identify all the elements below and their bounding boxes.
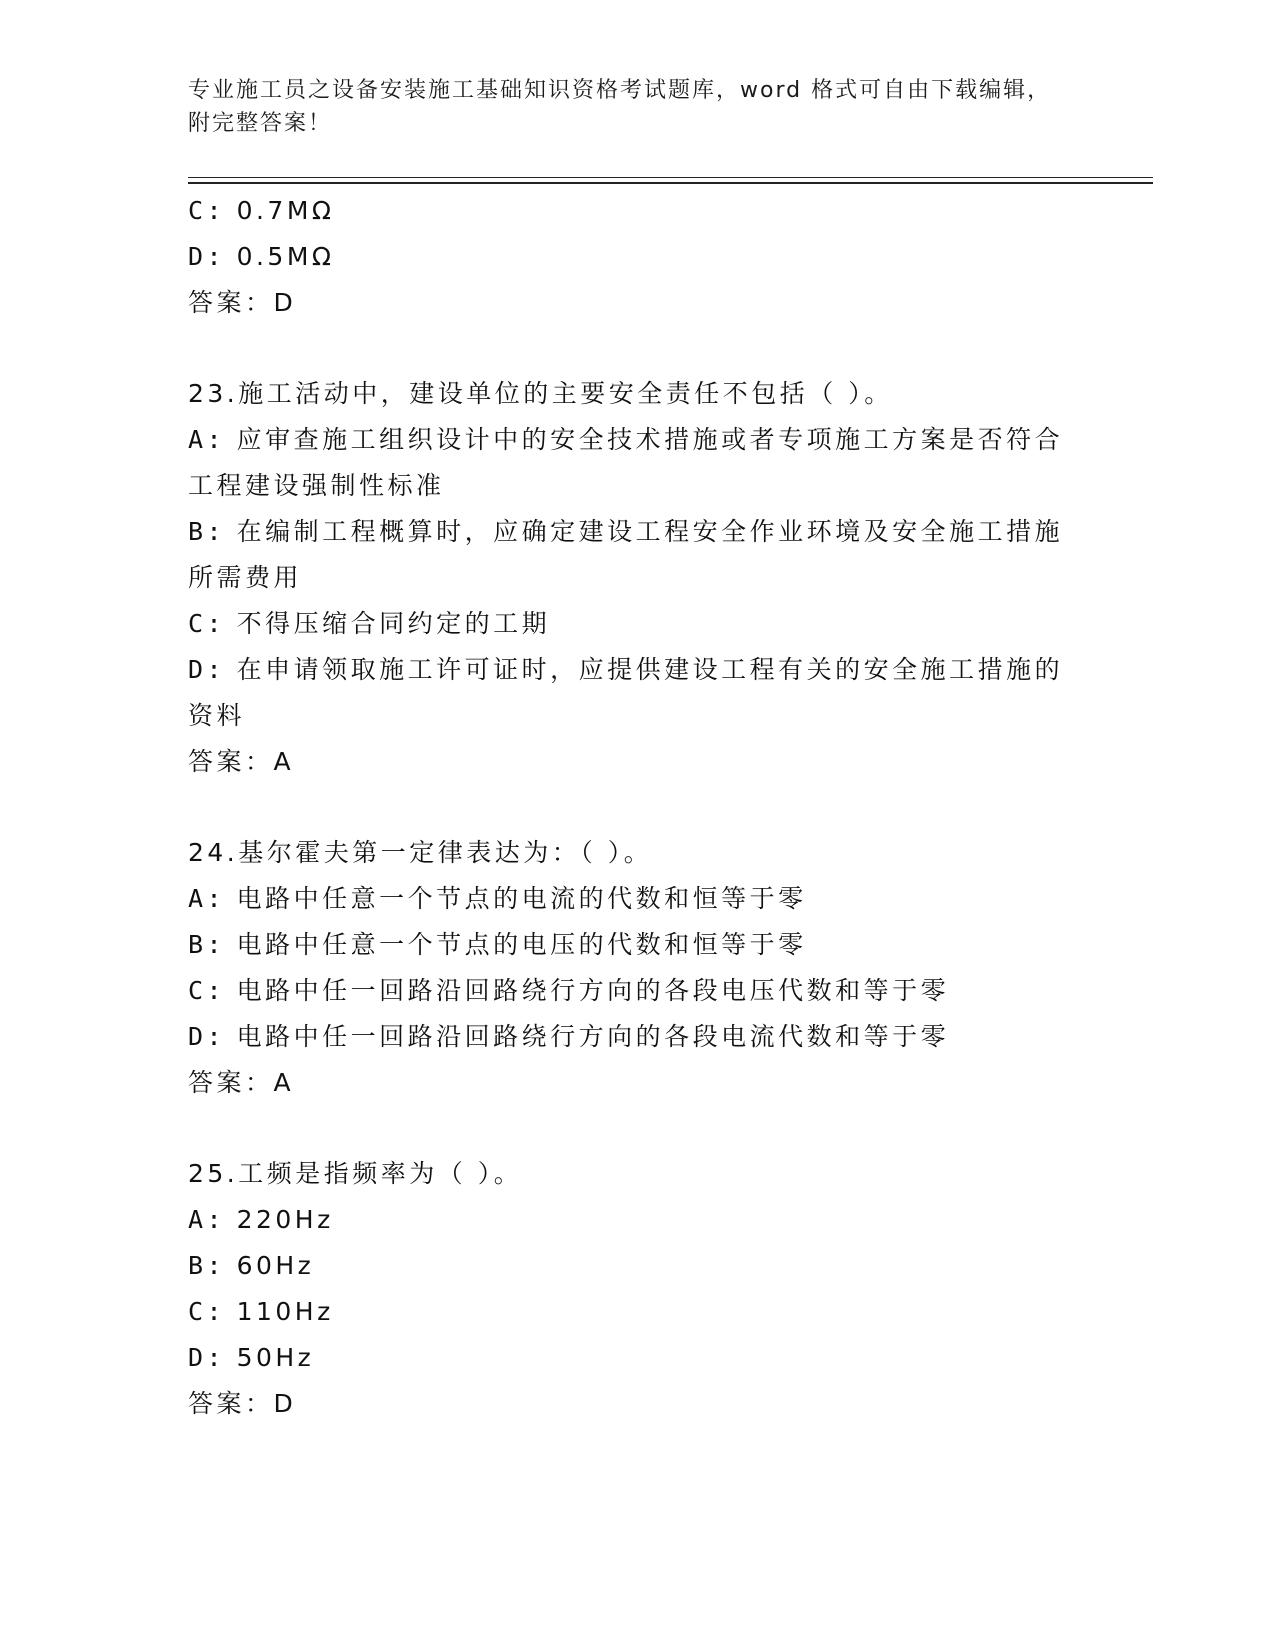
previous-question [188, 188, 1088, 326]
option-b-continued: 所需费用 [188, 563, 303, 592]
question-stem: 23.施工活动中，建设单位的主要安全责任不包括（ ）。 [188, 379, 893, 408]
option-c: C: 110Hz [188, 1297, 334, 1326]
question-stem: 25.工频是指频率为（ ）。 [188, 1159, 523, 1188]
answer-line: 答案：D [188, 1389, 297, 1418]
header-line-1: 专业施工员之设备安装施工基础知识资格考试题库，word 格式可自由下载编辑， [188, 78, 1052, 103]
option-a: A: 应审查施工组织设计中的安全技术措施或者专项施工方案是否符合 [188, 425, 1064, 454]
answer-line: 答案：A [188, 747, 295, 776]
spacer [188, 785, 1088, 830]
option-d: D: 在申请领取施工许可证时，应提供建设工程有关的安全施工措施的 [188, 655, 1064, 684]
question-content [188, 188, 1088, 1427]
option-d: D: 0.5MΩ [188, 242, 335, 271]
option-c: C: 不得压缩合同约定的工期 [188, 609, 551, 638]
option-a: A: 电路中任意一个节点的电流的代数和恒等于零 [188, 884, 807, 913]
header-divider-thin [188, 177, 1153, 178]
answer-line: 答案：D [188, 288, 297, 317]
option-a: A: 220Hz [188, 1205, 334, 1234]
option-d-continued: 资料 [188, 701, 246, 730]
answer-line: 答案：A [188, 1068, 295, 1097]
spacer [188, 1106, 1088, 1151]
question-24 [188, 830, 1088, 1106]
question-23 [188, 371, 1088, 785]
page-header [188, 74, 1088, 140]
header-divider-thick [188, 182, 1153, 184]
option-d: D: 电路中任一回路沿回路绕行方向的各段电流代数和等于零 [188, 1022, 950, 1051]
spacer [188, 326, 1088, 371]
header-line-2: 附完整答案！ [188, 111, 333, 136]
option-c: C: 0.7MΩ [188, 196, 335, 225]
option-d: D: 50Hz [188, 1343, 315, 1372]
question-stem: 24.基尔霍夫第一定律表达为：（ ）。 [188, 838, 653, 867]
question-25 [188, 1151, 1088, 1427]
option-b: B: 电路中任意一个节点的电压的代数和恒等于零 [188, 930, 807, 959]
option-a-continued: 工程建设强制性标准 [188, 471, 445, 500]
option-c: C: 电路中任一回路沿回路绕行方向的各段电压代数和等于零 [188, 976, 950, 1005]
option-b: B: 60Hz [188, 1251, 315, 1280]
option-b: B: 在编制工程概算时，应确定建设工程安全作业环境及安全施工措施 [188, 517, 1064, 546]
